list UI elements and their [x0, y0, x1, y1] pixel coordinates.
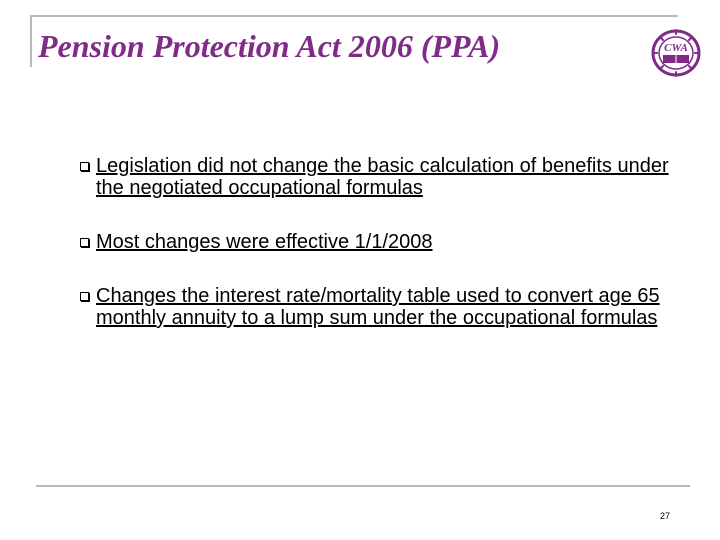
title-left-rule — [30, 15, 32, 67]
checkbox-bullet-icon — [80, 238, 89, 247]
bullet-text-2: Most changes were effective 1/1/2008 — [96, 231, 433, 253]
checkbox-bullet-icon — [80, 292, 89, 301]
bullet-list — [80, 155, 680, 329]
slide-title: Pension Protection Act 2006 (PPA) — [38, 28, 501, 64]
bullet-item-3 — [80, 285, 680, 329]
footer-rule — [36, 485, 690, 487]
logo-text: CWA — [664, 42, 688, 54]
bullet-item-1 — [80, 155, 680, 199]
title-top-rule — [30, 15, 678, 17]
page-number: 27 — [660, 511, 671, 521]
cwa-logo-icon — [651, 29, 701, 77]
checkbox-bullet-icon — [80, 162, 89, 171]
bullet-item-2 — [80, 231, 680, 253]
bullet-text-1: Legislation did not change the basic calculation of benefits under the negotiated occupational formulas — [96, 155, 669, 199]
bullet-text-3: Changes the interest rate/mortality table used to convert age 65 monthly annuity to a lump sum under the occupational formulas — [96, 285, 660, 329]
